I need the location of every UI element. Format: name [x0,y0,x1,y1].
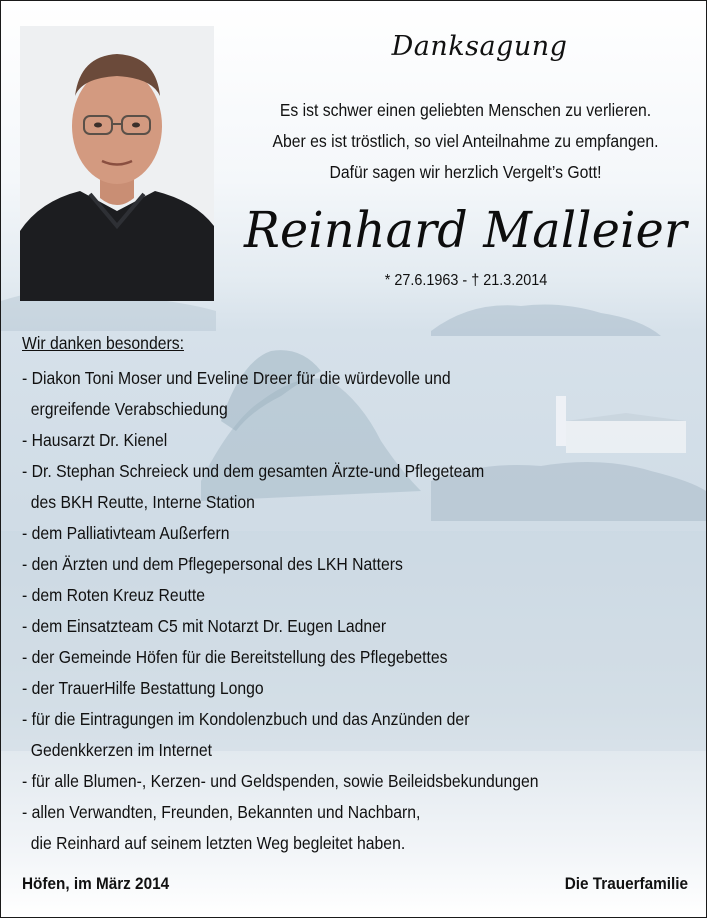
thanks-line: - den Ärzten und dem Pflegepersonal des LKH Natters [22,554,403,574]
footer-signature: Die Trauerfamilie [564,874,688,893]
heading-danksagung: Danksagung [391,31,568,62]
footer-place-date: Höfen, im März 2014 [22,874,170,893]
thanks-line: - der TrauerHilfe Bestattung Longo [22,678,264,698]
thanks-line: - Hausarzt Dr. Kienel [22,430,168,450]
thanks-heading: Wir danken besonders: [22,333,184,353]
thanks-list [22,363,652,859]
thanks-line: Gedenkkerzen im Internet [22,740,212,760]
thanks-line: die Reinhard auf seinem letzten Weg begleitet haben. [22,833,406,853]
portrait-photo [20,26,214,301]
thanks-line: ergreifende Verabschiedung [22,399,228,419]
intro-line: Dafür sagen wir herzlich Vergelt’s Gott! [329,162,602,182]
thanks-line: - dem Einsatzteam C5 mit Notarzt Dr. Eugen Ladner [22,616,387,636]
thanks-line: - Dr. Stephan Schreieck und dem gesamten Ärzte-und Pflegeteam [22,461,485,481]
intro-text [247,95,684,188]
thanks-line: - für alle Blumen-, Kerzen- und Geldspenden, sowie Beileidsbekundungen [22,771,539,791]
thanks-line: - allen Verwandten, Freunden, Bekannten und Nachbarn, [22,802,421,822]
intro-line: Aber es ist tröstlich, so viel Anteilnahme zu empfangen. [272,131,659,151]
thanks-line: - der Gemeinde Höfen für die Bereitstellung des Pflegebettes [22,647,448,667]
portrait-icon [20,26,214,301]
intro-line: Es ist schwer einen geliebten Menschen zu verlieren. [279,100,652,120]
thanks-line: des BKH Reutte, Interne Station [22,492,255,512]
thanks-line: - dem Roten Kreuz Reutte [22,585,205,605]
thanks-line: - für die Eintragungen im Kondolenzbuch und das Anzünden der [22,709,470,729]
thanks-line: - dem Palliativteam Außerfern [22,523,230,543]
life-dates: * 27.6.1963 - † 21.3.2014 [384,272,548,289]
thanks-line: - Diakon Toni Moser und Eveline Dreer für die würdevolle und [22,368,451,388]
deceased-name: Reinhard Malleier [243,201,688,259]
